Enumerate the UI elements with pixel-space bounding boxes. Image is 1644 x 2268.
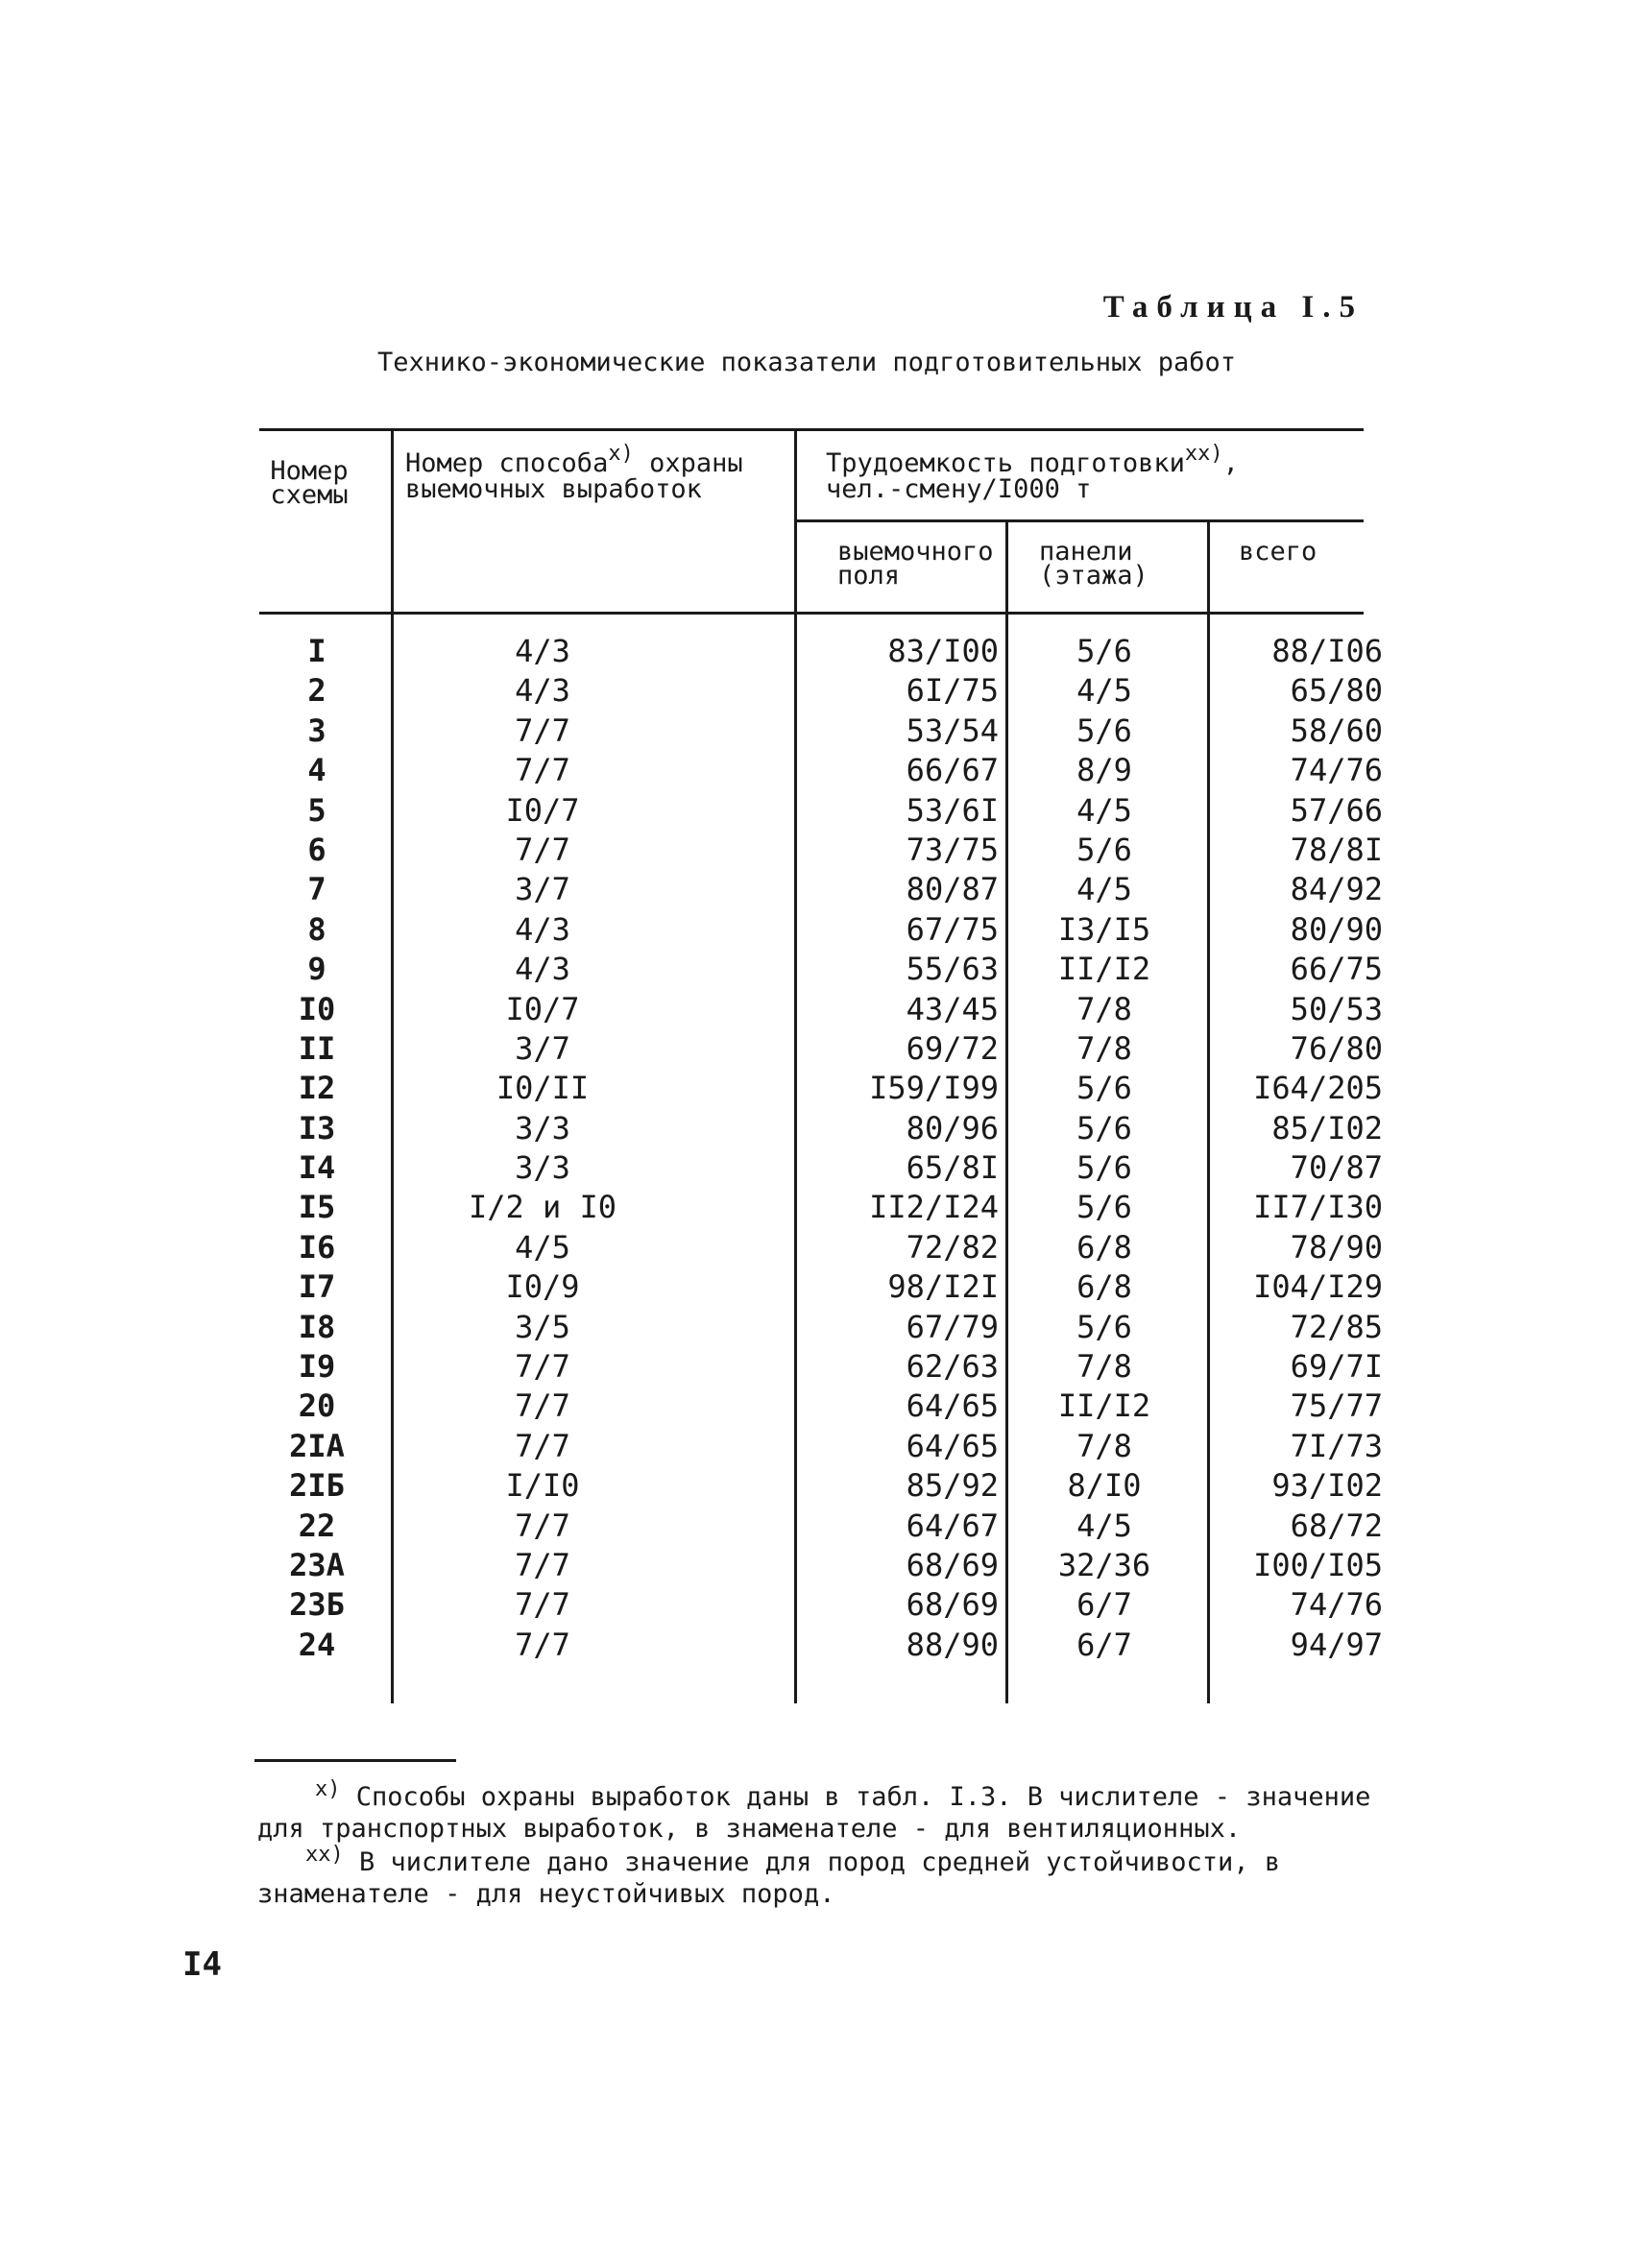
cell-total: II7/I30 xyxy=(1253,1189,1383,1226)
cell-scheme: 23А xyxy=(289,1546,345,1583)
cell-panel: II/I2 xyxy=(1057,1387,1151,1425)
cell-scheme: 8 xyxy=(307,910,326,948)
cell-field: 66/67 xyxy=(906,752,999,789)
table-row xyxy=(259,1546,1383,1585)
cell-panel: 32/36 xyxy=(1057,1546,1151,1583)
cell-panel: 6/7 xyxy=(1076,1586,1132,1624)
cell-total: 70/87 xyxy=(1290,1149,1383,1187)
cell-total: I00/I05 xyxy=(1253,1546,1383,1583)
cell-scheme: 22 xyxy=(298,1507,336,1544)
cell-method: 3/7 xyxy=(515,871,570,908)
table-row xyxy=(259,712,1383,751)
cell-scheme: 2IА xyxy=(289,1427,345,1464)
cell-scheme: 6 xyxy=(307,831,326,868)
cell-field: 43/45 xyxy=(906,990,999,1027)
cell-method: 7/7 xyxy=(515,1507,570,1544)
table-row xyxy=(259,831,1383,870)
cell-field: 83/I00 xyxy=(887,633,999,669)
cell-method: 4/3 xyxy=(515,951,570,988)
cell-total: 75/77 xyxy=(1290,1387,1383,1425)
table-row xyxy=(259,1188,1383,1227)
cell-method: 3/5 xyxy=(515,1308,570,1345)
cell-total: 78/8I xyxy=(1290,831,1383,868)
cell-panel: 4/5 xyxy=(1076,871,1132,908)
cell-field: I59/I99 xyxy=(869,1070,999,1107)
cell-panel: 5/6 xyxy=(1076,1109,1132,1146)
cell-scheme: 2IБ xyxy=(289,1467,345,1505)
cell-total: 93/I02 xyxy=(1271,1467,1383,1505)
cell-scheme: 5 xyxy=(307,791,326,829)
cell-method: I0/7 xyxy=(505,791,580,829)
cell-field: 64/65 xyxy=(906,1387,999,1425)
cell-total: 85/I02 xyxy=(1271,1109,1383,1146)
cell-field: II2/I24 xyxy=(869,1189,999,1226)
cell-field: 72/82 xyxy=(906,1228,999,1266)
cell-panel: 4/5 xyxy=(1076,672,1132,710)
cell-panel: 7/8 xyxy=(1076,1348,1132,1386)
cell-scheme: 24 xyxy=(298,1626,336,1663)
cell-field: 73/75 xyxy=(906,831,999,868)
cell-method: I/I0 xyxy=(505,1467,580,1505)
cell-method: 4/3 xyxy=(515,633,570,669)
cell-scheme: I6 xyxy=(298,1228,336,1266)
cell-total: 72/85 xyxy=(1290,1308,1383,1345)
cell-method: 4/5 xyxy=(515,1228,570,1266)
cell-panel: II/I2 xyxy=(1057,951,1151,988)
cell-total: 50/53 xyxy=(1290,990,1383,1027)
cell-field: 6I/75 xyxy=(906,672,999,710)
cell-scheme: I3 xyxy=(298,1109,336,1146)
header-field: выемочного поля xyxy=(837,537,994,591)
table-row xyxy=(259,1507,1383,1546)
footnote-1-mark: х) xyxy=(315,1777,341,1801)
cell-method: 7/7 xyxy=(515,1427,570,1464)
cell-field: 69/72 xyxy=(906,1029,999,1067)
table-row xyxy=(259,1148,1383,1188)
table-row xyxy=(259,990,1383,1029)
cell-scheme: I4 xyxy=(298,1149,336,1187)
cell-total: 57/66 xyxy=(1290,791,1383,829)
cell-panel: 5/6 xyxy=(1076,831,1132,868)
cell-panel: 6/8 xyxy=(1076,1268,1132,1306)
cell-field: 88/90 xyxy=(906,1626,999,1663)
table-row xyxy=(259,671,1383,711)
table-row xyxy=(259,1267,1383,1307)
table-row xyxy=(259,1228,1383,1267)
header-scheme: Номер схемы xyxy=(270,456,349,510)
cell-total: 68/72 xyxy=(1290,1507,1383,1544)
page-number: I4 xyxy=(182,1945,222,1984)
cell-method: I0/II xyxy=(496,1070,590,1107)
cell-scheme: 9 xyxy=(307,951,326,988)
cell-method: 7/7 xyxy=(515,1586,570,1624)
cell-panel: I3/I5 xyxy=(1057,910,1151,948)
cell-total: I64/205 xyxy=(1253,1070,1383,1107)
cell-method: 7/7 xyxy=(515,752,570,789)
header-labor: Трудоемкость подготовки$^{хх)}$, чел.-смену/I000 т xyxy=(826,442,1239,504)
cell-scheme: I5 xyxy=(298,1189,336,1226)
table-row xyxy=(259,1387,1383,1426)
cell-method: 3/3 xyxy=(515,1109,570,1146)
cell-scheme: I2 xyxy=(298,1070,336,1107)
table-row xyxy=(259,1029,1383,1069)
table-body xyxy=(259,632,1383,1665)
header-method: Номер способа$^{х)}$ охраны выемочных выработок xyxy=(405,442,743,504)
cell-field: 55/63 xyxy=(906,951,999,988)
cell-total: 65/80 xyxy=(1290,672,1383,710)
cell-panel: 7/8 xyxy=(1076,1029,1132,1067)
table-title: Технико-экономические показатели подготовительных работ xyxy=(376,348,1237,377)
cell-method: 7/7 xyxy=(515,831,570,868)
cell-panel: 5/6 xyxy=(1076,712,1132,749)
cell-scheme: 3 xyxy=(307,712,326,749)
cell-method: 4/3 xyxy=(515,910,570,948)
table-row xyxy=(259,950,1383,989)
cell-panel: 5/6 xyxy=(1076,633,1132,669)
cell-panel: 5/6 xyxy=(1076,1189,1132,1226)
footnote-2: $^{хх)}$ В числителе дано значение для пород средней устойчивости, в знаменателе - для неустойчивых пород. xyxy=(257,1843,1281,1909)
cell-total: 58/60 xyxy=(1290,712,1383,749)
header-total: всего xyxy=(1239,537,1318,567)
footnote-rule xyxy=(254,1759,456,1762)
table-row xyxy=(259,1585,1383,1625)
table-top-rule xyxy=(259,428,1364,431)
cell-total: 94/97 xyxy=(1290,1626,1383,1663)
cell-method: I/2 и I0 xyxy=(468,1189,617,1226)
cell-panel: 5/6 xyxy=(1076,1070,1132,1107)
table-row xyxy=(259,751,1383,790)
cell-total: 74/76 xyxy=(1290,1586,1383,1624)
cell-method: 7/7 xyxy=(515,1626,570,1663)
cell-panel: 7/8 xyxy=(1076,1427,1132,1464)
footnote-2-mark: хх) xyxy=(305,1843,344,1867)
cell-scheme: I0 xyxy=(298,990,336,1027)
cell-field: 85/92 xyxy=(906,1467,999,1505)
table-row xyxy=(259,1626,1383,1665)
cell-method: 3/3 xyxy=(515,1149,570,1187)
cell-panel: 5/6 xyxy=(1076,1308,1132,1345)
table-row xyxy=(259,1466,1383,1506)
cell-field: 65/8I xyxy=(906,1149,999,1187)
cell-total: 69/7I xyxy=(1290,1348,1383,1386)
cell-scheme: I xyxy=(307,633,326,669)
cell-scheme: 20 xyxy=(298,1387,336,1425)
cell-total: 88/I06 xyxy=(1271,633,1383,669)
cell-total: 76/80 xyxy=(1290,1029,1383,1067)
cell-field: 80/87 xyxy=(906,871,999,908)
cell-scheme: 7 xyxy=(307,871,326,908)
cell-field: 67/79 xyxy=(906,1308,999,1345)
footnote-ref-xx: хх) xyxy=(1184,442,1223,466)
cell-field: 53/6I xyxy=(906,791,999,829)
cell-field: 68/69 xyxy=(906,1586,999,1624)
cell-field: 68/69 xyxy=(906,1546,999,1583)
cell-method: 7/7 xyxy=(515,1387,570,1425)
table-row xyxy=(259,791,1383,831)
cell-panel: 4/5 xyxy=(1076,1507,1132,1544)
cell-method: 7/7 xyxy=(515,1546,570,1583)
cell-scheme: I9 xyxy=(298,1348,336,1386)
cell-panel: 7/8 xyxy=(1076,990,1132,1027)
cell-panel: 6/8 xyxy=(1076,1228,1132,1266)
cell-scheme: 4 xyxy=(307,752,326,789)
cell-panel: 4/5 xyxy=(1076,791,1132,829)
cell-total: 74/76 xyxy=(1290,752,1383,789)
cell-method: 7/7 xyxy=(515,712,570,749)
cell-total: I04/I29 xyxy=(1253,1268,1383,1306)
cell-scheme: II xyxy=(298,1029,336,1067)
table-row xyxy=(259,870,1383,909)
cell-panel: 8/9 xyxy=(1076,752,1132,789)
cell-field: 98/I2I xyxy=(887,1268,999,1306)
subheader-rule xyxy=(794,519,1364,522)
cell-field: 53/54 xyxy=(906,712,999,749)
table-row xyxy=(259,1347,1383,1387)
table-number: Таблица I.5 xyxy=(1102,290,1364,325)
table-row xyxy=(259,910,1383,950)
header-bottom-rule xyxy=(259,612,1364,615)
cell-panel: 6/7 xyxy=(1076,1626,1132,1663)
cell-method: 3/7 xyxy=(515,1029,570,1067)
cell-method: 7/7 xyxy=(515,1348,570,1386)
cell-total: 78/90 xyxy=(1290,1228,1383,1266)
cell-field: 67/75 xyxy=(906,910,999,948)
cell-total: 80/90 xyxy=(1290,910,1383,948)
table-row xyxy=(259,1109,1383,1148)
cell-field: 80/96 xyxy=(906,1109,999,1146)
cell-method: 4/3 xyxy=(515,672,570,710)
cell-field: 62/63 xyxy=(906,1348,999,1386)
cell-total: 84/92 xyxy=(1290,871,1383,908)
cell-panel: 5/6 xyxy=(1076,1149,1132,1187)
cell-total: 7I/73 xyxy=(1290,1427,1383,1464)
cell-field: 64/67 xyxy=(906,1507,999,1544)
table-row xyxy=(259,1069,1383,1108)
cell-total: 66/75 xyxy=(1290,951,1383,988)
table-row xyxy=(259,1308,1383,1347)
cell-scheme: 2 xyxy=(307,672,326,710)
cell-scheme: I7 xyxy=(298,1268,336,1306)
footnote-1: $^{х)}$ Способы охраны выработок даны в табл. I.3. В числителе - значение для транспортных выработок, в знаменателе - для вентиляционных. xyxy=(257,1777,1371,1844)
cell-scheme: I8 xyxy=(298,1308,336,1345)
cell-field: 64/65 xyxy=(906,1427,999,1464)
cell-method: I0/7 xyxy=(505,990,580,1027)
cell-panel: 8/I0 xyxy=(1067,1467,1142,1505)
table-row xyxy=(259,632,1383,671)
footnote-ref-x: х) xyxy=(608,442,634,466)
table-row xyxy=(259,1427,1383,1466)
header-panel: панели (этажа) xyxy=(1039,537,1148,591)
cell-method: I0/9 xyxy=(505,1268,580,1306)
cell-scheme: 23Б xyxy=(289,1586,345,1624)
